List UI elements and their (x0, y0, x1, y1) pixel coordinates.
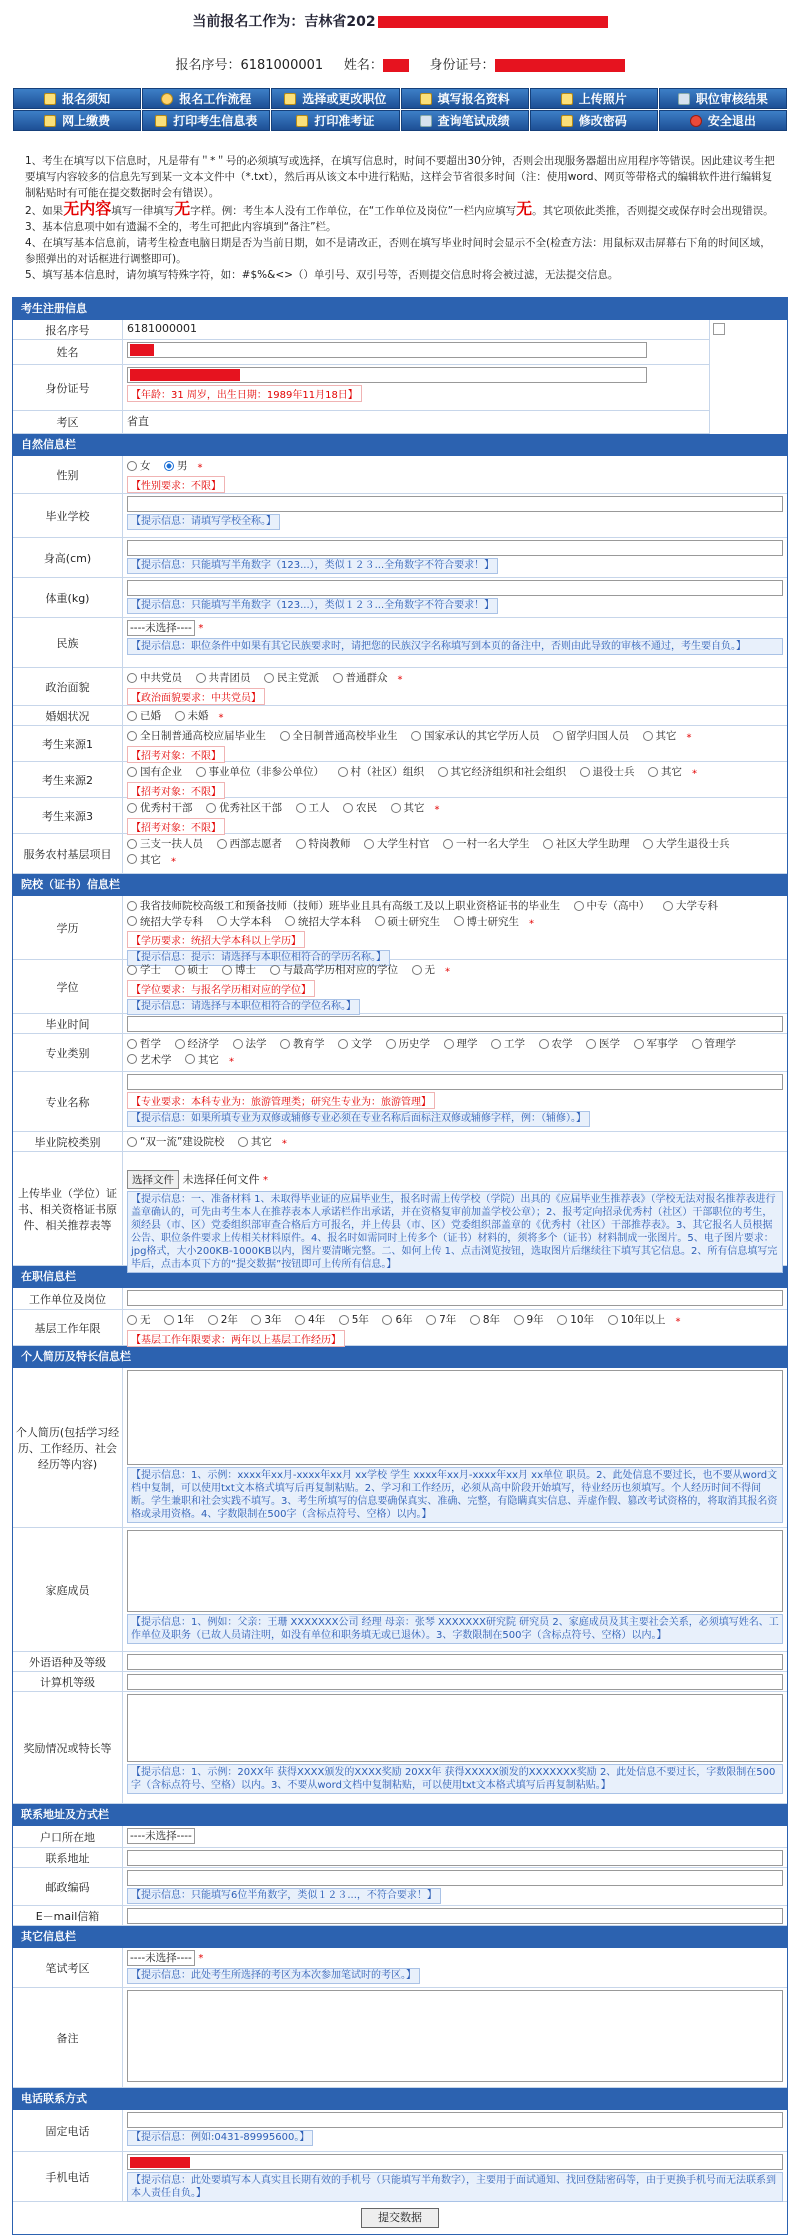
instructions (25, 153, 780, 283)
major-type-checkbox[interactable]: 管理学 (692, 1036, 737, 1051)
zip-input[interactable] (127, 1870, 783, 1886)
edu-radio[interactable]: 硕士研究生 (375, 914, 441, 929)
source2-radio[interactable]: 退役士兵 (580, 764, 635, 779)
major-type-checkbox[interactable]: 历史学 (386, 1036, 431, 1051)
award-textarea[interactable] (127, 1694, 783, 1762)
exam-area-select[interactable]: ----未选择---- (127, 1950, 195, 1966)
marital-radio[interactable]: 已婚 (127, 708, 161, 723)
section-header-job: 在职信息栏 (13, 1266, 787, 1288)
seq-value: 6181000001 (240, 58, 324, 73)
work-years-radio[interactable]: 2年 (208, 1312, 238, 1327)
political-radio[interactable]: 普通群众 (333, 670, 388, 685)
source2-radio[interactable]: 国有企业 (127, 764, 182, 779)
address-input[interactable] (127, 1850, 783, 1866)
payment-icon (44, 115, 56, 127)
work-years-radio[interactable]: 4年 (295, 1312, 325, 1327)
seq-label: 报名序号： (175, 58, 241, 73)
work-years-radio[interactable]: 无 (127, 1312, 151, 1327)
edu-radio[interactable]: 大学本科 (217, 914, 272, 929)
age-tip: 【年龄：31 周岁，出生日期：1989年11月18日】 (127, 385, 362, 402)
nation-select[interactable]: ----未选择---- (127, 620, 195, 636)
photo-placeholder (709, 320, 787, 434)
source1-radio[interactable]: 全日制普通高校应届毕业生 (127, 728, 266, 743)
major-type-checkbox[interactable]: 经济学 (175, 1036, 220, 1051)
section-header-school: 院校（证书）信息栏 (13, 874, 787, 896)
email-input[interactable] (127, 1908, 783, 1924)
degree-radio[interactable]: 硕士 (175, 962, 209, 977)
major-type-checkbox[interactable]: 教育学 (280, 1036, 325, 1051)
nav-review-result-button[interactable]: 职位审核结果 (659, 88, 787, 109)
edu-radio[interactable]: 大学专科 (663, 898, 718, 913)
height-input[interactable] (127, 540, 783, 556)
gender-male-radio[interactable]: 男 (164, 458, 188, 473)
weight-input[interactable] (127, 580, 783, 596)
nav-password-button[interactable]: 修改密码 (530, 110, 658, 131)
rural-radio[interactable]: 大学生退役士兵 (643, 836, 730, 851)
note-5: 5、填写基本信息时，请勿填写特殊字符，如：#$%&<>（）单引号、双引号等，否则提交信息时将会被过滤，无法提交信息。 (25, 269, 619, 281)
section-header-resume: 个人简历及特长信息栏 (13, 1346, 787, 1368)
degree-radio[interactable]: 与最高学历相对应的学位 (270, 962, 399, 977)
nav-notice-button[interactable]: 报名须知 (13, 88, 141, 109)
upload-tip: 【提示信息：一、准备材料 1、未取得毕业证的应届毕业生，报名时需上传学校（学院）出具的《应届毕业生推荐表》（学校无法对报名推荐表进行盖章确认的，可先由考生本人在推荐表本人承诺栏作出承诺，并在资格复审前加盖学校公章）；2、报考定向招录优秀村（社区）干部职位的考生，须经县（市、区）党委组织部审查合格后方可报名，并上传县（市、区）党委组织部盖章的《优秀村（社区）干部推荐表》。3、其它报名人员根据公告、职位条件要求上传相关材料原件。4、报名时如需同时上传多个（证书）材料的，须将多个（证书）材料制成一张图片。5、电子图片要求：jpg格式，大小200KB-1000KB以内，图片要清晰完整。二、如何上传 1、点击浏览按钮，选取图片后继续往下填写其它信息。2、所有信息填写完毕后，点击本页下方的“提交数据”按钮即可上传所有信息。】 (127, 1191, 783, 1273)
major-type-checkbox[interactable]: 理学 (444, 1036, 478, 1051)
choose-file-button[interactable]: 选择文件 (127, 1170, 179, 1189)
marital-radio[interactable]: 未婚 (175, 708, 209, 723)
major-type-checkbox[interactable]: 军事学 (634, 1036, 679, 1051)
registration-form: 考生注册信息 报名序号 6181000001 姓名 身份证号 【年龄：31 周岁，出生日期：1989年11月18日】 考区 省直 自然信息栏 性别 女 男 * 【性别要求：不限】 毕业学校 【提示信息：请填写学校全称。】 身高(cm) 【提示信息：只能填写半角数字（123...），类似１２３...全角数字不符合要求！】 体重(kg) 【提示信息：只能填写半角数字（123...），类似１２３...全角数字不符合要求！】 民族 ----未选择---- * 【提示信息：职位条件中如果有其它民族要求时，请把您的民族汉字名称填写到本页的备注中，否则由此导致的审核不通过，考生要自负。】 政治面貌 中共党员 共青团员 民主党派 普通群众 * 【政治面貌要求：中共党员】 婚姻状况 已婚 未婚 * 考生来源1 全日制普通高校应届毕业生 全日制普通高校毕业生 国家承认的其它学历人员 留学归国人员 其它 * 【招考对象：不限】 考生来源2 国有企业 事业单位（非参公单位） 村（社区）组织 其它经济组织和社会组织 退役士兵 其它 * 【招考对象：不限】 考生来源3 优秀村干部 优秀社区干部 工人 农民 其它 * 【招考对象：不限】 服务农村基层项目 三支一扶人员 西部志愿者 特岗教师 大学生村官 一村一名大学生 社区大学生助理 大学生退役士兵 其它 * 院校（证书）信息栏 学历 我省技师院校高级工和预备技师（技师）班毕业且具有高级工及以上职业资格证书的毕业生 中专（高中） 大学专科 统招大学专科 大学本科 统招大学本科 硕士研究生 博士研究生 * 【学历要求：统招大学本科以上学历】 【提示信息：提示：请选择与本职位相符合的学历名称。】 学位 学士 硕士 博士 与最高学历相对应的学位 无 * 【学位要求：与报名学历相对应的学位】 【提示信息：请选择与本职位相符合的学位名称。】 毕业时间 专业类别 哲学 经济学 法学 教育学 文学 历史学 理学 工学 农学 医学 军事学 管理学 艺术学 其它 * 专业名称 【专业要求：本科专业为：旅游管理类；研究生专业为：旅游管理】 【提示信息：如果所填专业为双修或辅修专业必须在专业名称后面标注双修或辅修字样，例：（辅修）。】 毕业院校类别 “双一流”建设院校 其它 * 上传毕业（学位）证书、相关资格证书原件、相关推荐表等 选择文件 未选择任何文件 * 【提示信息：一、准备材料 1、未取得毕业证的应届毕业生，报名时需上传学校（学院）出具的《应届毕业生推荐表》（学校无法对报名推荐表进行盖章确认的，可先由考生本人在推荐表本人承诺栏作出承诺，并在资格复审前加盖学校公章）；2、报考定向招录优秀村（社区）干部职位的考生，须经县（市、区）党委组织部审查合格后方可报名，并上传县（市、区）党委组织部盖章的《优秀村（社区）干部推荐表》。3、其它报名人员根据公告、职位条件要求上传相关材料原件。4、报名时如需同时上传多个（证书）材料的，须将多个（证书）材料制成一张图片。5、电子图片要求：jpg格式，大小200KB-1000KB以内，图片要清晰完整。二、如何上传 1、点击浏览按钮，选取图片后继续往下填写其它信息。2、所有信息填写完毕后，点击本页下方的“提交数据”按钮即可上传所有信息。】 在职信息栏 工作单位及岗位 基层工作年限 无 1年 2年 3年 4年 5年 6年 7年 8年 9年 10年 10年以上 * 【基层工作年限要求：两年以上基层工作经历】 个人简历及特长信息栏 个人简历(包括学习经历、工作经历、社会经历等内容) 【提示信息：1、示例：xxxx年xx月-xxxx年xx月 xx学校 学生 xxxx年xx月-xxxx年xx月 xx单位 职员。2、此处信息不要过长，也不要从word文档中复制，可以使用txt文本格式填写后再复制粘贴。2、学习和工作经历，必须从高中阶段开始填写，待业经历也须填写。个人经历时间不得间断。学生兼职和社会实践不填写。3、考生所填写的信息要确保真实、准确、完整，有隐瞒真实信息、弄虚作假、篡改考试资格的，将取消其报名资格或录用资格。4、字数限制在500字（含标点符号、空格）以内。】 家庭成员 【提示信息：1、例如：父亲：王珊 XXXXXXX公司 经理 母亲：张琴 XXXXXXX研究院 研究员 2、家庭成员及其主要社会关系，必须填写姓名、工作单位及职务（已故人员请注明，如没有单位和职务填无或已退休）。3、字数限制在500字（含标点符号、空格）以内。】 外语语种及等级 计算机等级 奖励情况或特长等 【提示信息：1、示例：20XX年 获得XXXX颁发的XXXX奖励 20XX年 获得XXXXX颁发的XXXXXXX奖励 2、此处信息不要过长，字数限制在500字（含标点符号、空格）以内。3、不要从word文档中复制粘贴，可以使用txt文本格式填写后再复制粘贴。】 联系地址及方式栏 户口所在地 ----未选择---- 联系地址 邮政编码 【提示信息：只能填写6位半角数字，类似１２３...，不符合要求！】 E－mail信箱 其它信息栏 笔试考区 ----未选择---- * 【提示信息：此处考生所选择的考区为本次参加笔试时的考区。】 备注 电话联系方式 固定电话 【提示信息：例如:0431-89995600。】 手机电话 【提示信息：此处要填写本人真实且长期有效的手机号（只能填写半角数字），主要用于面试通知、找回登陆密码等，由于更换手机号而无法联系到本人责任自负。】 提交数据 (12, 297, 788, 2235)
work-years-radio[interactable]: 8年 (470, 1312, 500, 1327)
source1-radio[interactable]: 全日制普通高校毕业生 (280, 728, 398, 743)
rural-radio[interactable]: 大学生村官 (364, 836, 430, 851)
political-radio[interactable]: 中共党员 (127, 670, 182, 685)
work-years-radio[interactable]: 7年 (426, 1312, 456, 1327)
search-icon (420, 115, 432, 127)
school-input[interactable] (127, 496, 783, 512)
photo-icon (561, 93, 573, 105)
broken-image-icon (713, 323, 725, 335)
name-label: 姓名： (343, 58, 383, 73)
id-label: 身份证号： (429, 58, 495, 73)
work-years-radio[interactable]: 10年 (557, 1312, 594, 1327)
print-icon (296, 115, 308, 127)
redacted-name (383, 59, 409, 72)
nav-print-info-button[interactable]: 打印考生信息表 (142, 110, 270, 131)
print-icon (155, 115, 167, 127)
major-type-checkbox[interactable]: 艺术学 (127, 1052, 172, 1067)
section-header-reg: 考生注册信息 (13, 298, 787, 320)
political-radio[interactable]: 民主党派 (264, 670, 319, 685)
edu-radio[interactable]: 博士研究生 (454, 914, 520, 929)
major-type-checkbox[interactable]: 农学 (539, 1036, 573, 1051)
major-type-checkbox[interactable]: 哲学 (127, 1036, 161, 1051)
major-type-checkbox[interactable]: 工学 (491, 1036, 525, 1051)
source2-radio[interactable]: 其它经济组织和社会组织 (438, 764, 567, 779)
school-type-radio[interactable]: 其它 (238, 1134, 272, 1149)
source3-radio[interactable]: 优秀社区干部 (206, 800, 282, 815)
edu-radio[interactable]: 统招大学本科 (285, 914, 361, 929)
submit-button[interactable]: 提交数据 (361, 2208, 439, 2228)
reg-seq-value: 6181000001 (127, 322, 197, 335)
mobile-input[interactable] (127, 2154, 783, 2170)
edit-icon (420, 93, 432, 105)
major-type-checkbox[interactable]: 法学 (233, 1036, 267, 1051)
area-value: 省直 (127, 415, 149, 428)
nav-fill-info-button[interactable]: 填写报名资料 (401, 88, 529, 109)
source3-radio[interactable]: 其它 (391, 800, 425, 815)
section-header-other: 其它信息栏 (13, 1926, 787, 1948)
note-2: 2、如果无内容填写一律填写无字样。例：考生本人没有工作单位，在“工作单位及岗位”一栏内应填写无。其它项依此类推，否则提交或保存时会出现错误。 (25, 199, 774, 218)
nav-print-ticket-button[interactable]: 打印准考证 (271, 110, 399, 131)
work-years-radio[interactable]: 3年 (251, 1312, 281, 1327)
rural-radio[interactable]: 西部志愿者 (217, 836, 283, 851)
identity-line (0, 44, 800, 88)
rural-radio[interactable]: 社区大学生助理 (543, 836, 630, 851)
rural-radio[interactable]: 特岗教师 (296, 836, 351, 851)
landline-input[interactable] (127, 2112, 783, 2128)
school-type-radio[interactable]: “双一流”建设院校 (127, 1134, 224, 1149)
degree-radio[interactable]: 学士 (127, 962, 161, 977)
source3-radio[interactable]: 优秀村干部 (127, 800, 193, 815)
note-3: 3、基本信息项中如有遗漏不全的，考生可把此内容填到“备注”栏。 (25, 221, 337, 233)
book-icon (44, 93, 56, 105)
source2-radio[interactable]: 事业单位（非参公单位） (196, 764, 325, 779)
section-header-phone: 电话联系方式 (13, 2088, 787, 2110)
resume-textarea[interactable] (127, 1370, 783, 1465)
reg-block: 报名序号 6181000001 姓名 身份证号 【年龄：31 周岁，出生日期：1989年11月18日】 考区 省直 (13, 320, 787, 434)
hukou-select[interactable]: ----未选择---- (127, 1828, 195, 1844)
file-status: 未选择任何文件 (182, 1173, 260, 1186)
nav-logout-button[interactable]: 安全退出 (659, 110, 787, 131)
note-4: 4、在填写基本信息前，请考生检查电脑日期是否为当前日期，如不是请改正，否则在填写毕业时间时会显示不全(检查方法：用鼠标双击屏幕右下角的时间区域，参照弹出的对话框进行调整即可)。 (25, 237, 771, 265)
nav-upload-photo-button[interactable]: 上传照片 (530, 88, 658, 109)
redacted-block (378, 16, 608, 28)
source2-radio[interactable]: 村（社区）组织 (338, 764, 425, 779)
nav-process-button[interactable]: 报名工作流程 (142, 88, 270, 109)
work-years-radio[interactable]: 9年 (514, 1312, 544, 1327)
edu-radio[interactable]: 我省技师院校高级工和预备技师（技师）班毕业且具有高级工及以上职业资格证书的毕业生 (127, 898, 560, 913)
source3-radio[interactable]: 工人 (296, 800, 330, 815)
note-1: 1、考生在填写以下信息时，凡是带有＂*＂号的必须填写或选择，在填写信息时，时间不要超出30分钟，否则会出现服务器超出应用程序等错误。因此建议考生把要填写内容较多的信息先写到某一文本文件中（*.txt），然后再从该文本中进行粘贴，这样会节省很多时间（注：使用word、网页等带格式的编辑软件进行编辑复制粘贴时有可能在提交数据时会有错误）。 (25, 155, 775, 199)
gear-icon (161, 93, 173, 105)
source1-radio[interactable]: 留学归国人员 (553, 728, 629, 743)
title-text: 当前报名工作为：吉林省202 (192, 14, 376, 30)
source1-radio[interactable]: 其它 (643, 728, 677, 743)
work-years-radio[interactable]: 10年以上 (608, 1312, 666, 1327)
logout-icon (690, 115, 702, 127)
degree-radio[interactable]: 博士 (222, 962, 256, 977)
remark-textarea[interactable] (127, 1990, 783, 2082)
main-nav (13, 88, 787, 131)
rural-radio[interactable]: 其它 (127, 852, 161, 867)
computer-level-input[interactable] (127, 1674, 783, 1690)
degree-radio[interactable]: 无 (412, 962, 436, 977)
search-icon (678, 93, 690, 105)
name-input[interactable] (127, 342, 647, 358)
nav-pay-button[interactable]: 网上缴费 (13, 110, 141, 131)
grad-date-input[interactable] (127, 1016, 783, 1032)
work-years-radio[interactable]: 5年 (339, 1312, 369, 1327)
work-years-radio[interactable]: 6年 (382, 1312, 412, 1327)
id-input[interactable] (127, 367, 647, 383)
source3-radio[interactable]: 农民 (343, 800, 377, 815)
section-header-contact: 联系地址及方式栏 (13, 1804, 787, 1826)
major-type-checkbox[interactable]: 其它 (185, 1052, 219, 1067)
rural-radio[interactable]: 三支一扶人员 (127, 836, 203, 851)
edu-radio[interactable]: 统招大学专科 (127, 914, 203, 929)
family-textarea[interactable] (127, 1530, 783, 1612)
page-title (0, 0, 800, 44)
edu-radio[interactable]: 中专（高中） (574, 898, 650, 913)
nav-score-button[interactable]: 查询笔试成绩 (401, 110, 529, 131)
rural-radio[interactable]: 一村一名大学生 (443, 836, 530, 851)
political-radio[interactable]: 共青团员 (196, 670, 251, 685)
language-input[interactable] (127, 1654, 783, 1670)
redacted-id (495, 59, 625, 72)
work-unit-input[interactable] (127, 1290, 783, 1306)
lock-icon (561, 115, 573, 127)
work-years-radio[interactable]: 1年 (164, 1312, 194, 1327)
major-type-checkbox[interactable]: 医学 (586, 1036, 620, 1051)
list-icon (284, 93, 296, 105)
source2-radio[interactable]: 其它 (648, 764, 682, 779)
gender-female-radio[interactable]: 女 (127, 458, 151, 473)
major-type-checkbox[interactable]: 文学 (338, 1036, 372, 1051)
major-input[interactable] (127, 1074, 783, 1090)
nav-select-position-button[interactable]: 选择或更改职位 (271, 88, 399, 109)
source1-radio[interactable]: 国家承认的其它学历人员 (411, 728, 540, 743)
section-header-natural: 自然信息栏 (13, 434, 787, 456)
